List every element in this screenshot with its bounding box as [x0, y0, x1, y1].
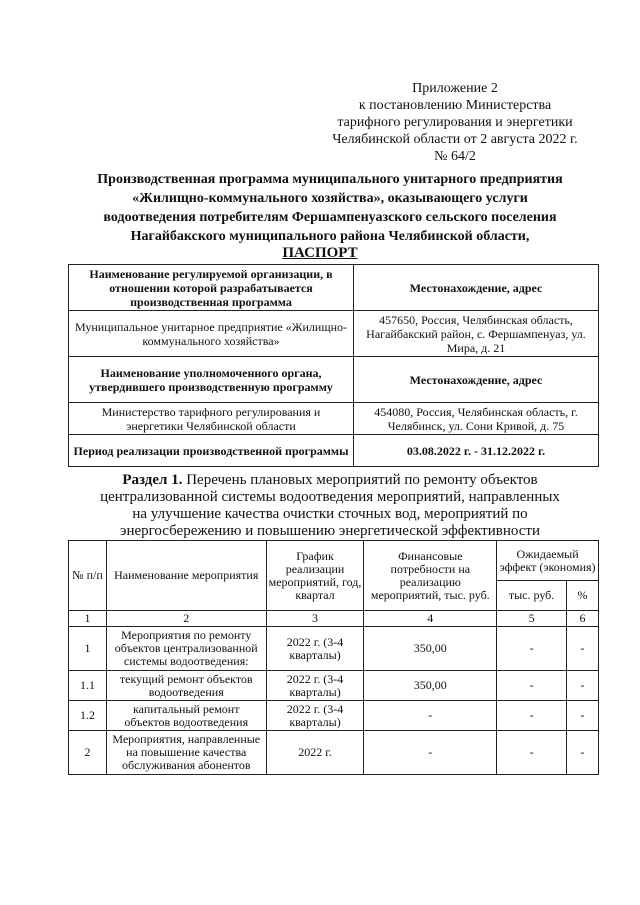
period-label-cell: Период реализации производственной программы — [69, 435, 354, 467]
appendix-line: Приложение 2 — [412, 81, 498, 96]
program-title-line: «Жилищно-коммунального хозяйства», оказывающего услуги — [132, 191, 528, 206]
row-schedule: 2022 г. (3-4 кварталы) — [266, 627, 364, 671]
org-address-cell: 457650, Россия, Челябинская область, Нагайбакский район, с. Фершампенуаз, ул. Мира, д. 21 — [354, 311, 599, 357]
header-name: Наименование мероприятия — [106, 541, 266, 611]
appendix-line: № 64/2 — [434, 149, 476, 164]
row-effect-pct: - — [567, 671, 599, 701]
period-value-cell: 03.08.2022 г. - 31.12.2022 г. — [354, 435, 599, 467]
col-number: 6 — [567, 611, 599, 627]
row-effect-rub: - — [497, 627, 567, 671]
appendix-line: тарифного регулирования и энергетики — [337, 115, 573, 130]
section-title-line: на улучшение качества очистки сточных вод, мероприятий по — [132, 506, 528, 522]
table-row — [69, 627, 599, 671]
authority-address-cell: 454080, Россия, Челябинская область, г. Челябинск, ул. Сони Кривой, д. 75 — [354, 403, 599, 435]
program-title-line: Нагайбакского муниципального района Челябинской области, — [130, 229, 530, 244]
section-number: Раздел 1. — [122, 472, 183, 488]
measures-table — [68, 540, 599, 775]
row-effect-rub: - — [497, 701, 567, 731]
row-name: Мероприятия по ремонту объектов централизованной системы водоотведения: — [106, 627, 266, 671]
row-num: 1 — [69, 627, 107, 671]
passport-row — [69, 265, 599, 311]
org-name-cell: Муниципальное унитарное предприятие «Жилищно-коммунального хозяйства» — [69, 311, 354, 357]
row-finance: 350,00 — [364, 627, 497, 671]
authority-name-cell: Министерство тарифного регулирования и энергетики Челябинской области — [69, 403, 354, 435]
location-header-cell: Местонахождение, адрес — [354, 265, 599, 311]
appendix-line: к постановлению Министерства — [358, 98, 552, 113]
passport-row — [69, 311, 599, 357]
program-title — [60, 170, 600, 246]
row-num: 1.1 — [69, 671, 107, 701]
section-title-line: централизованной системы водоотведения мероприятий, направленных — [100, 489, 560, 505]
row-name: капитальный ремонт объектов водоотведения — [106, 701, 266, 731]
section-title-line: энергосбережению и повышению энергетической эффективности — [120, 523, 540, 539]
row-num: 1.2 — [69, 701, 107, 731]
row-name: текущий ремонт объектов водоотведения — [106, 671, 266, 701]
col-number: 4 — [364, 611, 497, 627]
org-header-cell: Наименование регулируемой организации, в отношении которой разрабатывается производственная программа — [69, 265, 354, 311]
row-finance: - — [364, 731, 497, 775]
passport-row — [69, 403, 599, 435]
header-schedule: График реализации мероприятий, год, квартал — [266, 541, 364, 611]
passport-heading: ПАСПОРТ — [282, 245, 358, 261]
program-title-line: водоотведения потребителям Фершампенуазского сельского поселения — [103, 210, 557, 225]
row-schedule: 2022 г. (3-4 кварталы) — [266, 701, 364, 731]
table-row — [69, 731, 599, 775]
header-num: № п/п — [69, 541, 107, 611]
program-title-line: Производственная программа муниципального унитарного предприятия — [97, 172, 563, 187]
col-number: 5 — [497, 611, 567, 627]
passport-row — [69, 435, 599, 467]
row-effect-rub: - — [497, 671, 567, 701]
row-effect-pct: - — [567, 731, 599, 775]
table-row — [69, 701, 599, 731]
section-title — [80, 472, 580, 540]
header-effect-pct: % — [567, 581, 599, 611]
col-number: 2 — [106, 611, 266, 627]
row-num: 2 — [69, 731, 107, 775]
row-schedule: 2022 г. — [266, 731, 364, 775]
authority-header-cell: Наименование уполномоченного органа, утвердившего производственную программу — [69, 357, 354, 403]
appendix-block — [320, 80, 590, 165]
row-name: Мероприятия, направленные на повышение качества обслуживания абонентов — [106, 731, 266, 775]
passport-row — [69, 357, 599, 403]
row-schedule: 2022 г. (3-4 кварталы) — [266, 671, 364, 701]
appendix-line: Челябинской области от 2 августа 2022 г. — [332, 132, 578, 147]
row-effect-pct: - — [567, 627, 599, 671]
col-number: 3 — [266, 611, 364, 627]
passport-table — [68, 264, 599, 467]
col-number: 1 — [69, 611, 107, 627]
table-row — [69, 671, 599, 701]
header-finance: Финансовые потребности на реализацию мероприятий, тыс. руб. — [364, 541, 497, 611]
header-effect-rub: тыс. руб. — [497, 581, 567, 611]
section-title-line — [80, 472, 580, 489]
section-title-text: Перечень плановых мероприятий по ремонту объектов — [182, 472, 538, 488]
row-effect-rub: - — [497, 731, 567, 775]
row-finance: - — [364, 701, 497, 731]
header-effect: Ожидаемый эффект (экономия) — [497, 541, 599, 581]
row-effect-pct: - — [567, 701, 599, 731]
authority-location-header-cell: Местонахождение, адрес — [354, 357, 599, 403]
header-row — [69, 541, 599, 581]
column-number-row — [69, 611, 599, 627]
row-finance: 350,00 — [364, 671, 497, 701]
